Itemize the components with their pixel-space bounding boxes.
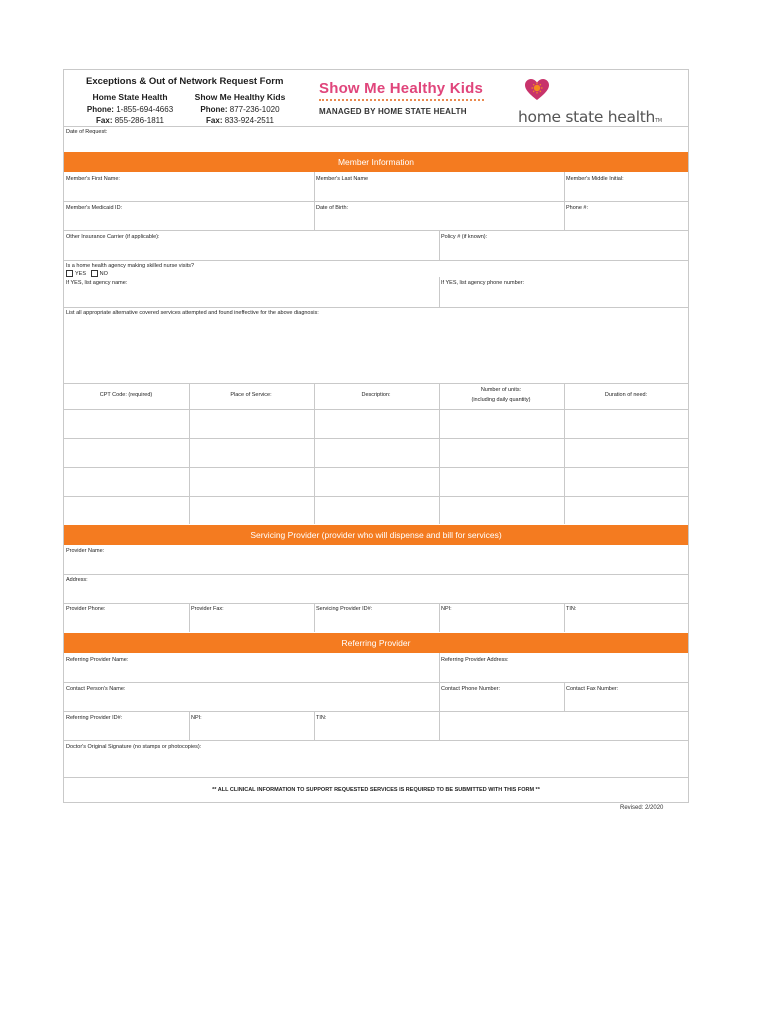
policy-number-label: Policy # (if known): bbox=[441, 234, 488, 240]
number-of-units-subheader: (including daily quantity) bbox=[471, 397, 531, 403]
member-first-name-label: Member's First Name: bbox=[66, 176, 120, 182]
servicing-provider-header: Servicing Provider (provider who will dispense and bill for services) bbox=[64, 525, 688, 545]
clinical-info-footnote: ** ALL CLINICAL INFORMATION TO SUPPORT REQUESTED SERVICES IS REQUIRED TO BE SUBMITTED WITH THIS FORM ** bbox=[212, 787, 540, 793]
referring-provider-header: Referring Provider bbox=[64, 633, 688, 653]
revised-date: Revised: 2/2020 bbox=[620, 805, 664, 811]
provider-name-label: Provider Name: bbox=[66, 548, 105, 554]
servicing-tin-label: TIN: bbox=[566, 606, 577, 612]
contact-person-name-label: Contact Person's Name: bbox=[66, 686, 126, 692]
org-home-state-health bbox=[82, 92, 178, 127]
divider bbox=[64, 126, 688, 127]
servicing-npi-label: NPI: bbox=[441, 606, 452, 612]
referring-tin-label: TIN: bbox=[316, 715, 327, 721]
member-last-name-label: Member's Last Name bbox=[316, 176, 369, 182]
referring-npi-label: NPI: bbox=[191, 715, 202, 721]
member-phone-label: Phone #: bbox=[566, 205, 589, 211]
org2-name: Show Me Healthy Kids bbox=[194, 92, 286, 102]
smhk-logo-title: Show Me Healthy Kids bbox=[319, 80, 484, 97]
smhk-dotted-divider bbox=[319, 99, 484, 101]
heart-sun-icon bbox=[524, 78, 550, 102]
referring-provider-name-label: Referring Provider Name: bbox=[66, 657, 129, 663]
nurse-visits-options: YES NO bbox=[66, 270, 108, 277]
provider-fax-label: Provider Fax: bbox=[191, 606, 224, 612]
no-checkbox[interactable] bbox=[91, 270, 98, 277]
org2-phone: Phone: 877-236-1020 bbox=[200, 104, 280, 114]
form-title: Exceptions & Out of Network Request Form bbox=[86, 76, 284, 87]
alternative-services-label: List all appropriate alternative covered services attempted and found ineffective for the above diagnosis: bbox=[66, 310, 319, 316]
referring-provider-address-label: Referring Provider Address: bbox=[441, 657, 509, 663]
nurse-visits-question: Is a home health agency making skilled nurse visits? bbox=[66, 263, 195, 269]
member-information-header: Member Information bbox=[64, 152, 688, 172]
date-of-request-label: Date of Request: bbox=[66, 129, 108, 135]
contact-phone-label: Contact Phone Number: bbox=[441, 686, 501, 692]
agency-phone-label: If YES, list agency phone number: bbox=[441, 280, 525, 286]
other-insurance-label: Other Insurance Carrier (if applicable): bbox=[66, 234, 160, 240]
smhk-logo-subtitle: MANAGED BY HOME STATE HEALTH bbox=[319, 107, 467, 116]
agency-name-label: If YES, list agency name: bbox=[66, 280, 128, 286]
cpt-code-header: CPT Code: (required) bbox=[99, 392, 153, 398]
doctor-signature-label: Doctor's Original Signature (no stamps or photocopies): bbox=[66, 744, 202, 750]
org2-fax: Fax: 833-924-2511 bbox=[206, 116, 274, 125]
duration-of-need-header: Duration of need: bbox=[604, 392, 648, 398]
provider-phone-label: Provider Phone: bbox=[66, 606, 106, 612]
org1-name: Home State Health bbox=[92, 92, 168, 102]
org-show-me-healthy-kids bbox=[192, 92, 288, 127]
number-of-units-header: Number of units: bbox=[480, 387, 522, 393]
yes-checkbox[interactable] bbox=[66, 270, 73, 277]
request-form bbox=[63, 69, 689, 803]
org1-fax: Fax: 855-286-1811 bbox=[96, 116, 164, 125]
place-of-service-header: Place of Service: bbox=[230, 392, 272, 398]
servicing-provider-id-label: Servicing Provider ID#: bbox=[316, 606, 373, 612]
address-label: Address: bbox=[66, 577, 88, 583]
description-header: Description: bbox=[361, 392, 391, 398]
medicaid-id-label: Member's Medicaid ID: bbox=[66, 205, 123, 211]
home-state-health-logo bbox=[518, 78, 668, 126]
date-of-birth-label: Date of Birth: bbox=[316, 205, 349, 211]
contact-fax-label: Contact Fax Number: bbox=[566, 686, 619, 692]
show-me-healthy-kids-logo bbox=[319, 80, 489, 116]
org1-phone: Phone: 1-855-694-4663 bbox=[86, 104, 174, 114]
member-middle-initial-label: Member's Middle Initial: bbox=[566, 176, 624, 182]
hsh-logo-text: home state healthTM bbox=[518, 108, 662, 126]
referring-provider-id-label: Referring Provider ID#: bbox=[66, 715, 123, 721]
